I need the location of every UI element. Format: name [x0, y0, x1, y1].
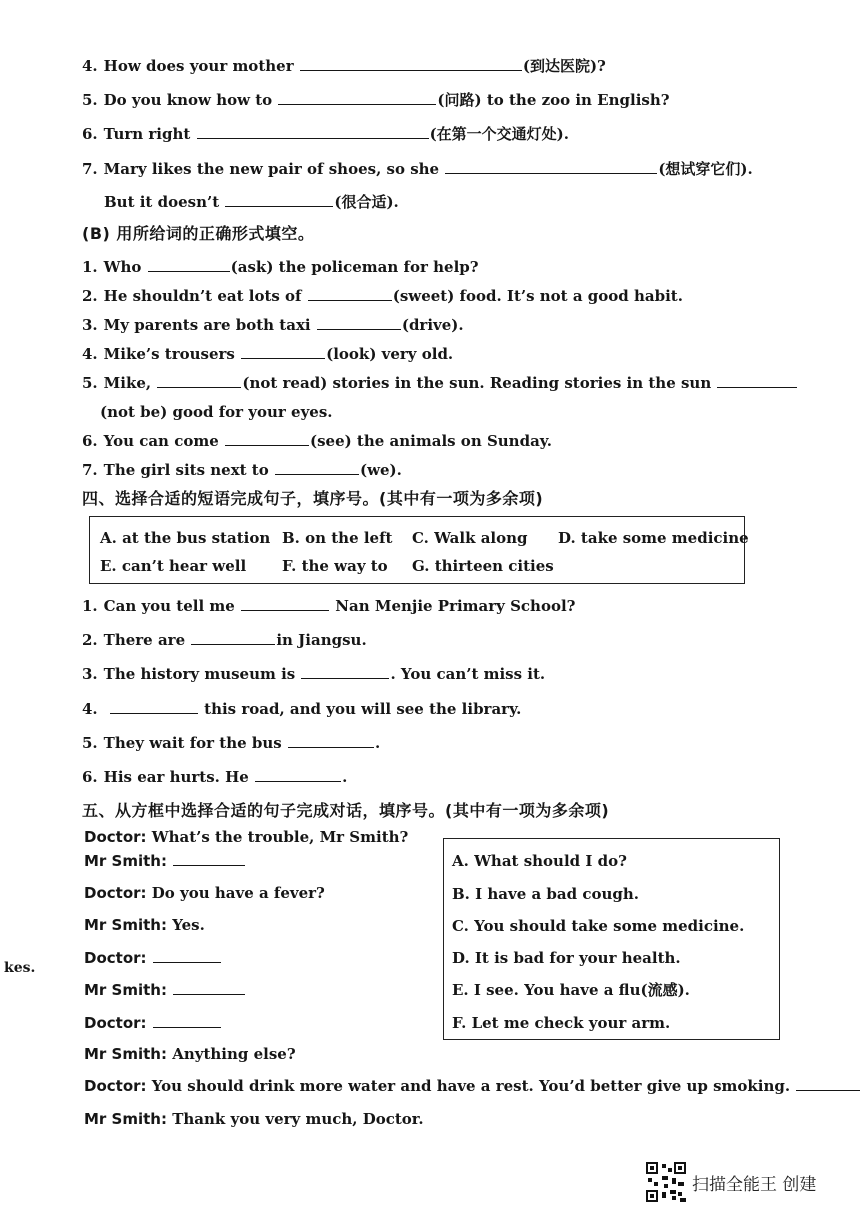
answer-blank[interactable] — [191, 630, 275, 645]
answer-blank[interactable] — [308, 286, 392, 301]
question-hint: (ask) the policeman for help? — [230, 258, 479, 276]
question-hint: (drive). — [401, 316, 464, 334]
qr-code-icon — [646, 1162, 686, 1202]
question-text: You can come — [103, 432, 219, 450]
dialogue-text: Anything else? — [172, 1045, 296, 1063]
question-hint: (sweet) food. It’s not a good habit. — [392, 287, 683, 305]
question-text: Can you tell me — [103, 597, 235, 615]
question-text: How does your mother — [103, 57, 294, 75]
part-a-q7 — [82, 159, 753, 179]
answer-blank[interactable] — [225, 431, 309, 446]
question-text-end: . You can’t miss it. — [390, 665, 546, 683]
answer-blank[interactable] — [241, 596, 329, 611]
dialogue-line-5 — [84, 948, 222, 968]
sentence-option-f: F. Let me check your arm. — [452, 1014, 671, 1032]
part-a-q7-line2 — [104, 192, 399, 212]
speaker-label: Doctor: — [84, 1077, 147, 1095]
section-five-heading: 五、从方框中选择合适的句子完成对话，填序号。(其中有一项为多余项) — [82, 801, 610, 820]
dialogue-line-7 — [84, 1013, 222, 1033]
speaker-label: Doctor: — [84, 884, 147, 902]
dialogue-text: Thank you very much, Doctor. — [172, 1110, 424, 1128]
answer-blank[interactable] — [197, 124, 429, 139]
question-hint: (到达医院)? — [522, 57, 606, 75]
dialogue-text: Do you have a fever? — [151, 884, 325, 902]
question-number: 2. — [82, 287, 98, 305]
question-number: 6. — [82, 125, 98, 143]
dialogue-text: You should drink more water and have a rest. You’d better give up smoking. — [151, 1077, 791, 1095]
scanner-watermark: 扫描全能王 创建 — [692, 1175, 817, 1195]
answer-blank[interactable] — [173, 980, 245, 995]
question-number: 1. — [82, 258, 98, 276]
dialogue-line-8 — [84, 1044, 296, 1064]
answer-blank[interactable] — [275, 460, 359, 475]
question-text: They wait for the bus — [103, 734, 282, 752]
question-text-end: in Jiangsu. — [276, 631, 367, 649]
answer-blank[interactable] — [173, 851, 245, 866]
answer-blank[interactable] — [153, 1013, 221, 1028]
answer-blank[interactable] — [300, 56, 522, 71]
question-number: 3. — [82, 316, 98, 334]
dialogue-text: What’s the trouble, Mr Smith? — [151, 828, 409, 846]
speaker-label: Mr Smith: — [84, 852, 167, 870]
phrase-option-d: D. take some medicine — [558, 529, 749, 547]
section-b-heading: (B) 用所给词的正确形式填空。 — [82, 224, 315, 243]
question-number: 4. — [82, 57, 98, 75]
question-number: 2. — [82, 631, 98, 649]
answer-blank[interactable] — [317, 315, 401, 330]
section-b-q7 — [82, 460, 402, 480]
answer-blank[interactable] — [157, 373, 241, 388]
part-a-q6 — [82, 124, 569, 144]
section-four-q6 — [82, 767, 347, 787]
speaker-label: Mr Smith: — [84, 981, 167, 999]
phrase-option-b: B. on the left — [282, 529, 393, 547]
dialogue-text: Yes. — [172, 916, 205, 934]
question-number: 1. — [82, 597, 98, 615]
question-text: His ear hurts. He — [103, 768, 249, 786]
question-number: 7. — [82, 461, 98, 479]
speaker-label: Mr Smith: — [84, 1110, 167, 1128]
section-b-q2 — [82, 286, 683, 306]
question-text: Turn right — [103, 125, 191, 143]
question-number: 6. — [82, 432, 98, 450]
answer-blank[interactable] — [153, 948, 221, 963]
question-text-end: . — [342, 768, 348, 786]
part-a-q5 — [82, 90, 670, 110]
section-four-q5 — [82, 733, 380, 753]
question-number: 4. — [82, 700, 98, 718]
section-four-q1 — [82, 596, 575, 616]
phrase-option-c: C. Walk along — [412, 529, 528, 547]
sentence-option-b: B. I have a bad cough. — [452, 885, 639, 903]
question-number: 4. — [82, 345, 98, 363]
answer-blank-2[interactable] — [717, 373, 797, 388]
answer-blank[interactable] — [241, 344, 325, 359]
speaker-label: Mr Smith: — [84, 916, 167, 934]
sentence-option-e: E. I see. You have a flu(流感). — [452, 981, 690, 999]
margin-text-fragment: kes. — [4, 960, 36, 976]
section-b-q5 — [82, 373, 798, 393]
section-four-q2 — [82, 630, 367, 650]
question-number: 6. — [82, 768, 98, 786]
section-four-q4 — [82, 699, 521, 719]
answer-blank[interactable] — [288, 733, 374, 748]
question-text: My parents are both taxi — [103, 316, 311, 334]
question-number: 3. — [82, 665, 98, 683]
question-hint: (在第一个交通灯处). — [429, 125, 569, 143]
question-text: The history museum is — [103, 665, 296, 683]
section-b-q3 — [82, 315, 464, 335]
question-number: 5. — [82, 91, 98, 109]
dialogue-line-2 — [84, 851, 246, 871]
question-number: 5. — [82, 374, 98, 392]
question-hint: (很合适). — [334, 193, 399, 211]
speaker-label: Doctor: — [84, 828, 147, 846]
section-four-heading: 四、选择合适的短语完成句子，填序号。(其中有一项为多余项) — [82, 489, 544, 508]
answer-blank[interactable] — [148, 257, 230, 272]
question-text: Who — [103, 258, 142, 276]
question-text: Mike, — [103, 374, 152, 392]
dialogue-line-9 — [84, 1076, 860, 1096]
question-hint: (问路) to the zoo in English? — [437, 91, 670, 109]
dialogue-line-10 — [84, 1109, 424, 1129]
speaker-label: Mr Smith: — [84, 1045, 167, 1063]
question-hint: (not read) stories in the sun. Reading stories in the sun — [242, 374, 712, 392]
question-hint: (look) very old. — [326, 345, 454, 363]
question-text: Mike’s trousers — [103, 345, 235, 363]
question-hint: (想试穿它们). — [658, 160, 753, 178]
dialogue-line-3 — [84, 883, 325, 903]
phrase-option-g: G. thirteen cities — [412, 557, 554, 575]
question-text: Do you know how to — [103, 91, 273, 109]
question-number: 7. — [82, 160, 98, 178]
dialogue-line-6 — [84, 980, 246, 1000]
section-b-q1 — [82, 257, 479, 277]
speaker-label: Doctor: — [84, 1014, 147, 1032]
question-number: 5. — [82, 734, 98, 752]
answer-blank[interactable] — [110, 699, 198, 714]
speaker-label: Doctor: — [84, 949, 147, 967]
section-four-q3 — [82, 664, 545, 684]
question-text: But it doesn’t — [104, 193, 220, 211]
sentence-option-c: C. You should take some medicine. — [452, 917, 745, 935]
dialogue-line-4 — [84, 915, 205, 935]
answer-blank[interactable] — [301, 664, 389, 679]
question-hint: (see) the animals on Sunday. — [309, 432, 553, 450]
question-text: The girl sits next to — [103, 461, 269, 479]
sentence-options-box — [443, 838, 780, 1040]
answer-blank[interactable] — [278, 90, 436, 105]
section-b-q5-line2: (not be) good for your eyes. — [100, 403, 333, 421]
sentence-option-a: A. What should I do? — [452, 852, 627, 870]
part-a-q4 — [82, 56, 606, 76]
question-text-end: Nan Menjie Primary School? — [335, 597, 576, 615]
answer-blank[interactable] — [225, 192, 333, 207]
section-b-q6 — [82, 431, 552, 451]
answer-blank[interactable] — [445, 159, 657, 174]
question-hint: (we). — [359, 461, 402, 479]
question-text-end: this road, and you will see the library. — [204, 700, 522, 718]
phrase-option-a: A. at the bus station — [100, 529, 271, 547]
sentence-option-d: D. It is bad for your health. — [452, 949, 681, 967]
question-text: Mary likes the new pair of shoes, so she — [103, 160, 440, 178]
dialogue-line-1 — [84, 827, 408, 847]
phrase-option-f: F. the way to — [282, 557, 388, 575]
question-text-end: . — [374, 734, 381, 752]
answer-blank[interactable] — [255, 767, 341, 782]
answer-blank[interactable] — [796, 1076, 860, 1091]
phrase-options-box — [89, 516, 749, 584]
phrase-option-e: E. can’t hear well — [100, 557, 247, 575]
question-text: There are — [103, 631, 186, 649]
question-text: He shouldn’t eat lots of — [103, 287, 302, 305]
section-b-q4 — [82, 344, 453, 364]
